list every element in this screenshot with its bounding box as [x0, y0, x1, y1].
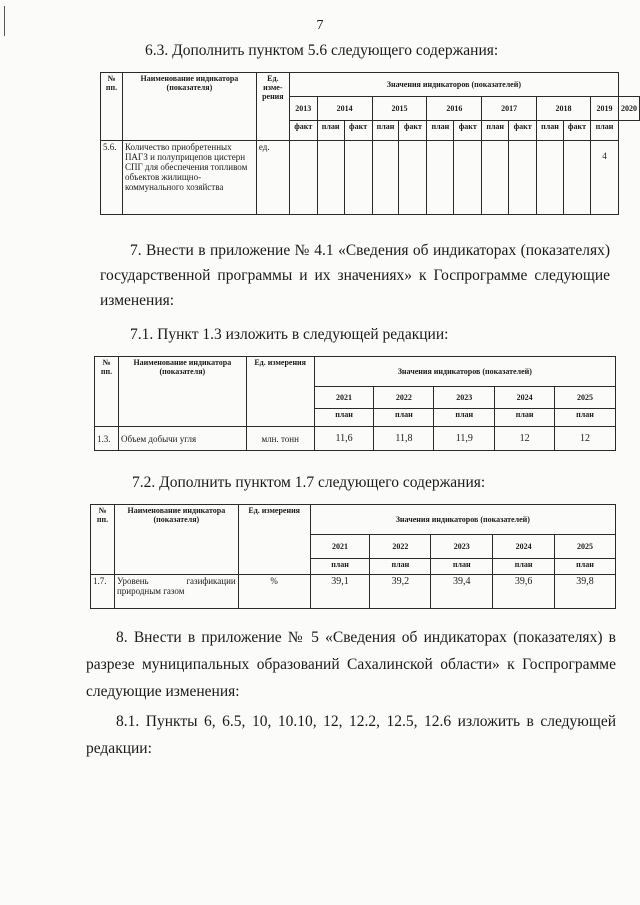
- col-values-header: Значения индикаторов (показателей): [289, 73, 618, 97]
- section-7-2-heading: 7.2. Дополнить пунктом 1.7 следующего содержания:: [132, 474, 486, 491]
- year-header: 2017: [482, 97, 537, 121]
- row-value: 39,2: [370, 575, 431, 609]
- sub-header: план: [434, 409, 495, 427]
- sub-header: факт: [454, 121, 482, 141]
- year-header: 2023: [431, 535, 493, 559]
- row-value: 39,1: [310, 575, 370, 609]
- year-header: 2016: [427, 97, 482, 121]
- sub-header: факт: [509, 121, 537, 141]
- row-value: 12: [555, 427, 616, 451]
- col-name-header: Наименование индикатора (показателя): [114, 505, 238, 575]
- year-header: 2024: [495, 387, 555, 409]
- table-7-1: [94, 356, 616, 451]
- year-header: 2021: [310, 535, 370, 559]
- sub-header: план: [555, 409, 616, 427]
- row-name: Уровень газификации природным газом: [114, 575, 238, 609]
- col-values-header: Значения индикаторов (показателей): [314, 357, 615, 387]
- sub-header: план: [317, 121, 344, 141]
- year-header: 2015: [372, 97, 427, 121]
- sub-header: план: [555, 559, 616, 575]
- paragraph-8: 8. Внести в приложение № 5 «Сведения об индикаторах (показателях) в разрезе муниципальных образований Сахалинской области» к Госпрограмме следующие изменения:: [86, 629, 616, 700]
- paragraph-7: 7. Внести в приложение № 4.1 «Сведения об индикаторах (показателях) государственной программы и их значениях» к Госпрограмме следующие изменения:: [100, 242, 610, 309]
- row-value: 39,8: [555, 575, 616, 609]
- year-header: 2022: [374, 387, 434, 409]
- year-header: 2014: [317, 97, 372, 121]
- sub-header: план: [431, 559, 493, 575]
- sub-header: план: [372, 121, 399, 141]
- year-header: 2019: [590, 97, 618, 121]
- year-header: 2021: [314, 387, 374, 409]
- year-header: 2023: [434, 387, 495, 409]
- sub-header: план: [537, 121, 564, 141]
- col-no-header: № пп.: [91, 505, 115, 575]
- row-value: 11,8: [374, 427, 434, 451]
- row-unit: %: [238, 575, 310, 609]
- row-no: 5.6.: [101, 141, 123, 215]
- year-header: 2022: [370, 535, 431, 559]
- col-name-header: Наименование индикатора (показателя): [122, 73, 256, 141]
- row-value: 11,9: [434, 427, 495, 451]
- sub-header: план: [482, 121, 509, 141]
- row-name: Количество приобретенных ПАГЗ и полуприцепов цистерн СПГ для обеспечения топливом объектов жилищно-коммунального хозяйства: [122, 141, 256, 215]
- sub-header: план: [427, 121, 454, 141]
- sub-header: факт: [344, 121, 372, 141]
- table-7-2: [90, 504, 616, 609]
- col-no-header: № пп.: [101, 73, 123, 141]
- col-name-header: Наименование индикатора (показателя): [118, 357, 246, 427]
- col-unit-header: Ед. измерения: [246, 357, 314, 427]
- section-7-1-heading: 7.1. Пункт 1.3 изложить в следующей редакции:: [130, 326, 449, 343]
- sub-header: план: [314, 409, 374, 427]
- row-unit: млн. тонн: [246, 427, 314, 451]
- row-value-2020: 4: [590, 141, 618, 215]
- row-value: 39,4: [431, 575, 493, 609]
- year-header: 2013: [289, 97, 317, 121]
- row-no: 1.7.: [91, 575, 115, 609]
- row-value: 39,6: [493, 575, 555, 609]
- row-no: 1.3.: [95, 427, 119, 451]
- sub-header: факт: [289, 121, 317, 141]
- sub-header: план: [370, 559, 431, 575]
- year-header: 2025: [555, 387, 616, 409]
- col-unit-header: Ед. измерения: [238, 505, 310, 575]
- row-unit: ед.: [256, 141, 289, 215]
- sub-header: план: [374, 409, 434, 427]
- sub-header: факт: [564, 121, 591, 141]
- row-value: 11,6: [314, 427, 374, 451]
- table-6-3: [100, 72, 640, 215]
- year-header: 2025: [555, 535, 616, 559]
- year-header: 2024: [493, 535, 555, 559]
- col-no-header: № пп.: [95, 357, 119, 427]
- paragraph-8-1: 8.1. Пункты 6, 6.5, 10, 10.10, 12, 12.2, 12.5, 12.6 изложить в следующей редакции:: [86, 713, 616, 757]
- section-6-3-heading: 6.3. Дополнить пунктом 5.6 следующего содержания:: [145, 42, 499, 59]
- page-number: 7: [316, 18, 324, 33]
- sub-header: план: [495, 409, 555, 427]
- col-values-header: Значения индикаторов (показателей): [310, 505, 615, 535]
- col-unit-header: Ед. изме-рения: [256, 73, 289, 141]
- sub-header: план: [590, 121, 618, 141]
- row-value: 12: [495, 427, 555, 451]
- row-name: Объем добычи угля: [118, 427, 246, 451]
- sub-header: план: [310, 559, 370, 575]
- year-header: 2018: [537, 97, 591, 121]
- sub-header: факт: [399, 121, 427, 141]
- sub-header: план: [493, 559, 555, 575]
- year-header: 2020: [619, 97, 640, 121]
